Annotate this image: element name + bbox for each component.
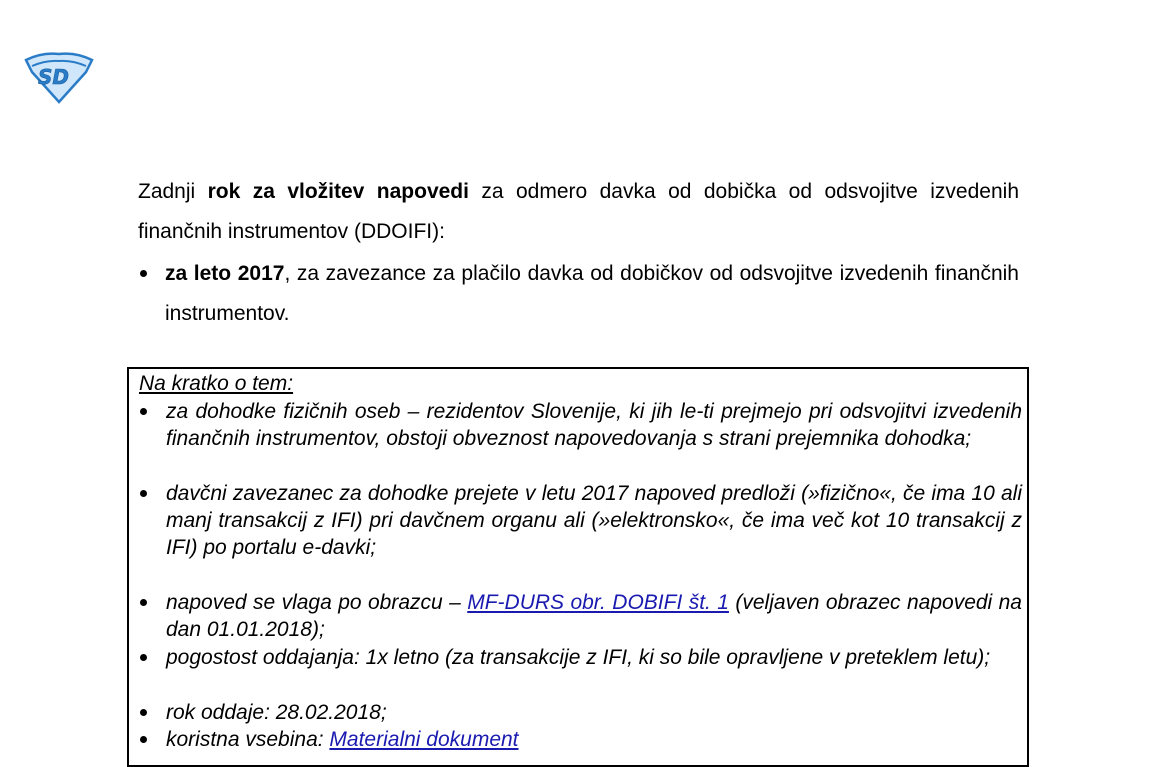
list-item: pogostost oddajanja: 1x letno (za transakcije z IFI, ki so bile opravljene v preteklem letu); (166, 644, 1022, 671)
svg-text:SD: SD (38, 65, 70, 89)
bullet-icon (140, 736, 147, 743)
list-item: napoved se vlaga po obrazcu – MF-DURS obr. DOBIFI št. 1 (veljaven obrazec napovedi na dan 01.01.2018); (166, 589, 1022, 643)
bullet-icon (140, 709, 147, 716)
bullet-icon (140, 490, 147, 497)
summary-box (127, 367, 1029, 767)
list-item: rok oddaje: 28.02.2018; (166, 699, 1022, 726)
form-link[interactable]: MF-DURS obr. DOBIFI št. 1 (467, 591, 729, 614)
bullet-icon (140, 270, 147, 277)
bullet-icon (140, 408, 147, 415)
material-document-link[interactable]: Materialni dokument (329, 728, 519, 751)
summary-title: Na kratko o tem: (139, 372, 294, 395)
list-item: za dohodke fizičnih oseb – rezidentov Slovenije, ki jih le-ti prejmejo pri odsvojitvi izvedenih finančnih instrumentov, obstoji obveznost napovedovanja s strani prejemnika dohodka; (166, 398, 1022, 452)
year-label: za leto 2017 (165, 262, 285, 285)
bullet-icon (140, 654, 147, 661)
intro-paragraph: Zadnji rok za vložitev napovedi za odmero davka od dobička od odsvojitve izvedenih finančnih instrumentov (DDOIFI): (138, 180, 1019, 243)
list-item: koristna vsebina: Materialni dokument (166, 726, 1022, 753)
intro-bullet-item: za leto 2017, za zavezance za plačilo davka od dobičkov od odsvojitve izvedenih finančnih instrumentov. (138, 254, 1019, 334)
deadline-phrase: rok za vložitev napovedi (207, 180, 469, 203)
list-item: davčni zavezanec za dohodke prejete v letu 2017 napoved predloži (»fizično«, če ima 10 ali manj transakcij z IFI) pri davčnem organu ali (»elektronsko«, če ima več kot 10 transakcij z IFI) po portalu e-davki; (166, 480, 1022, 561)
bullet-icon (140, 599, 147, 606)
sd-shield-logo-icon (22, 48, 96, 104)
